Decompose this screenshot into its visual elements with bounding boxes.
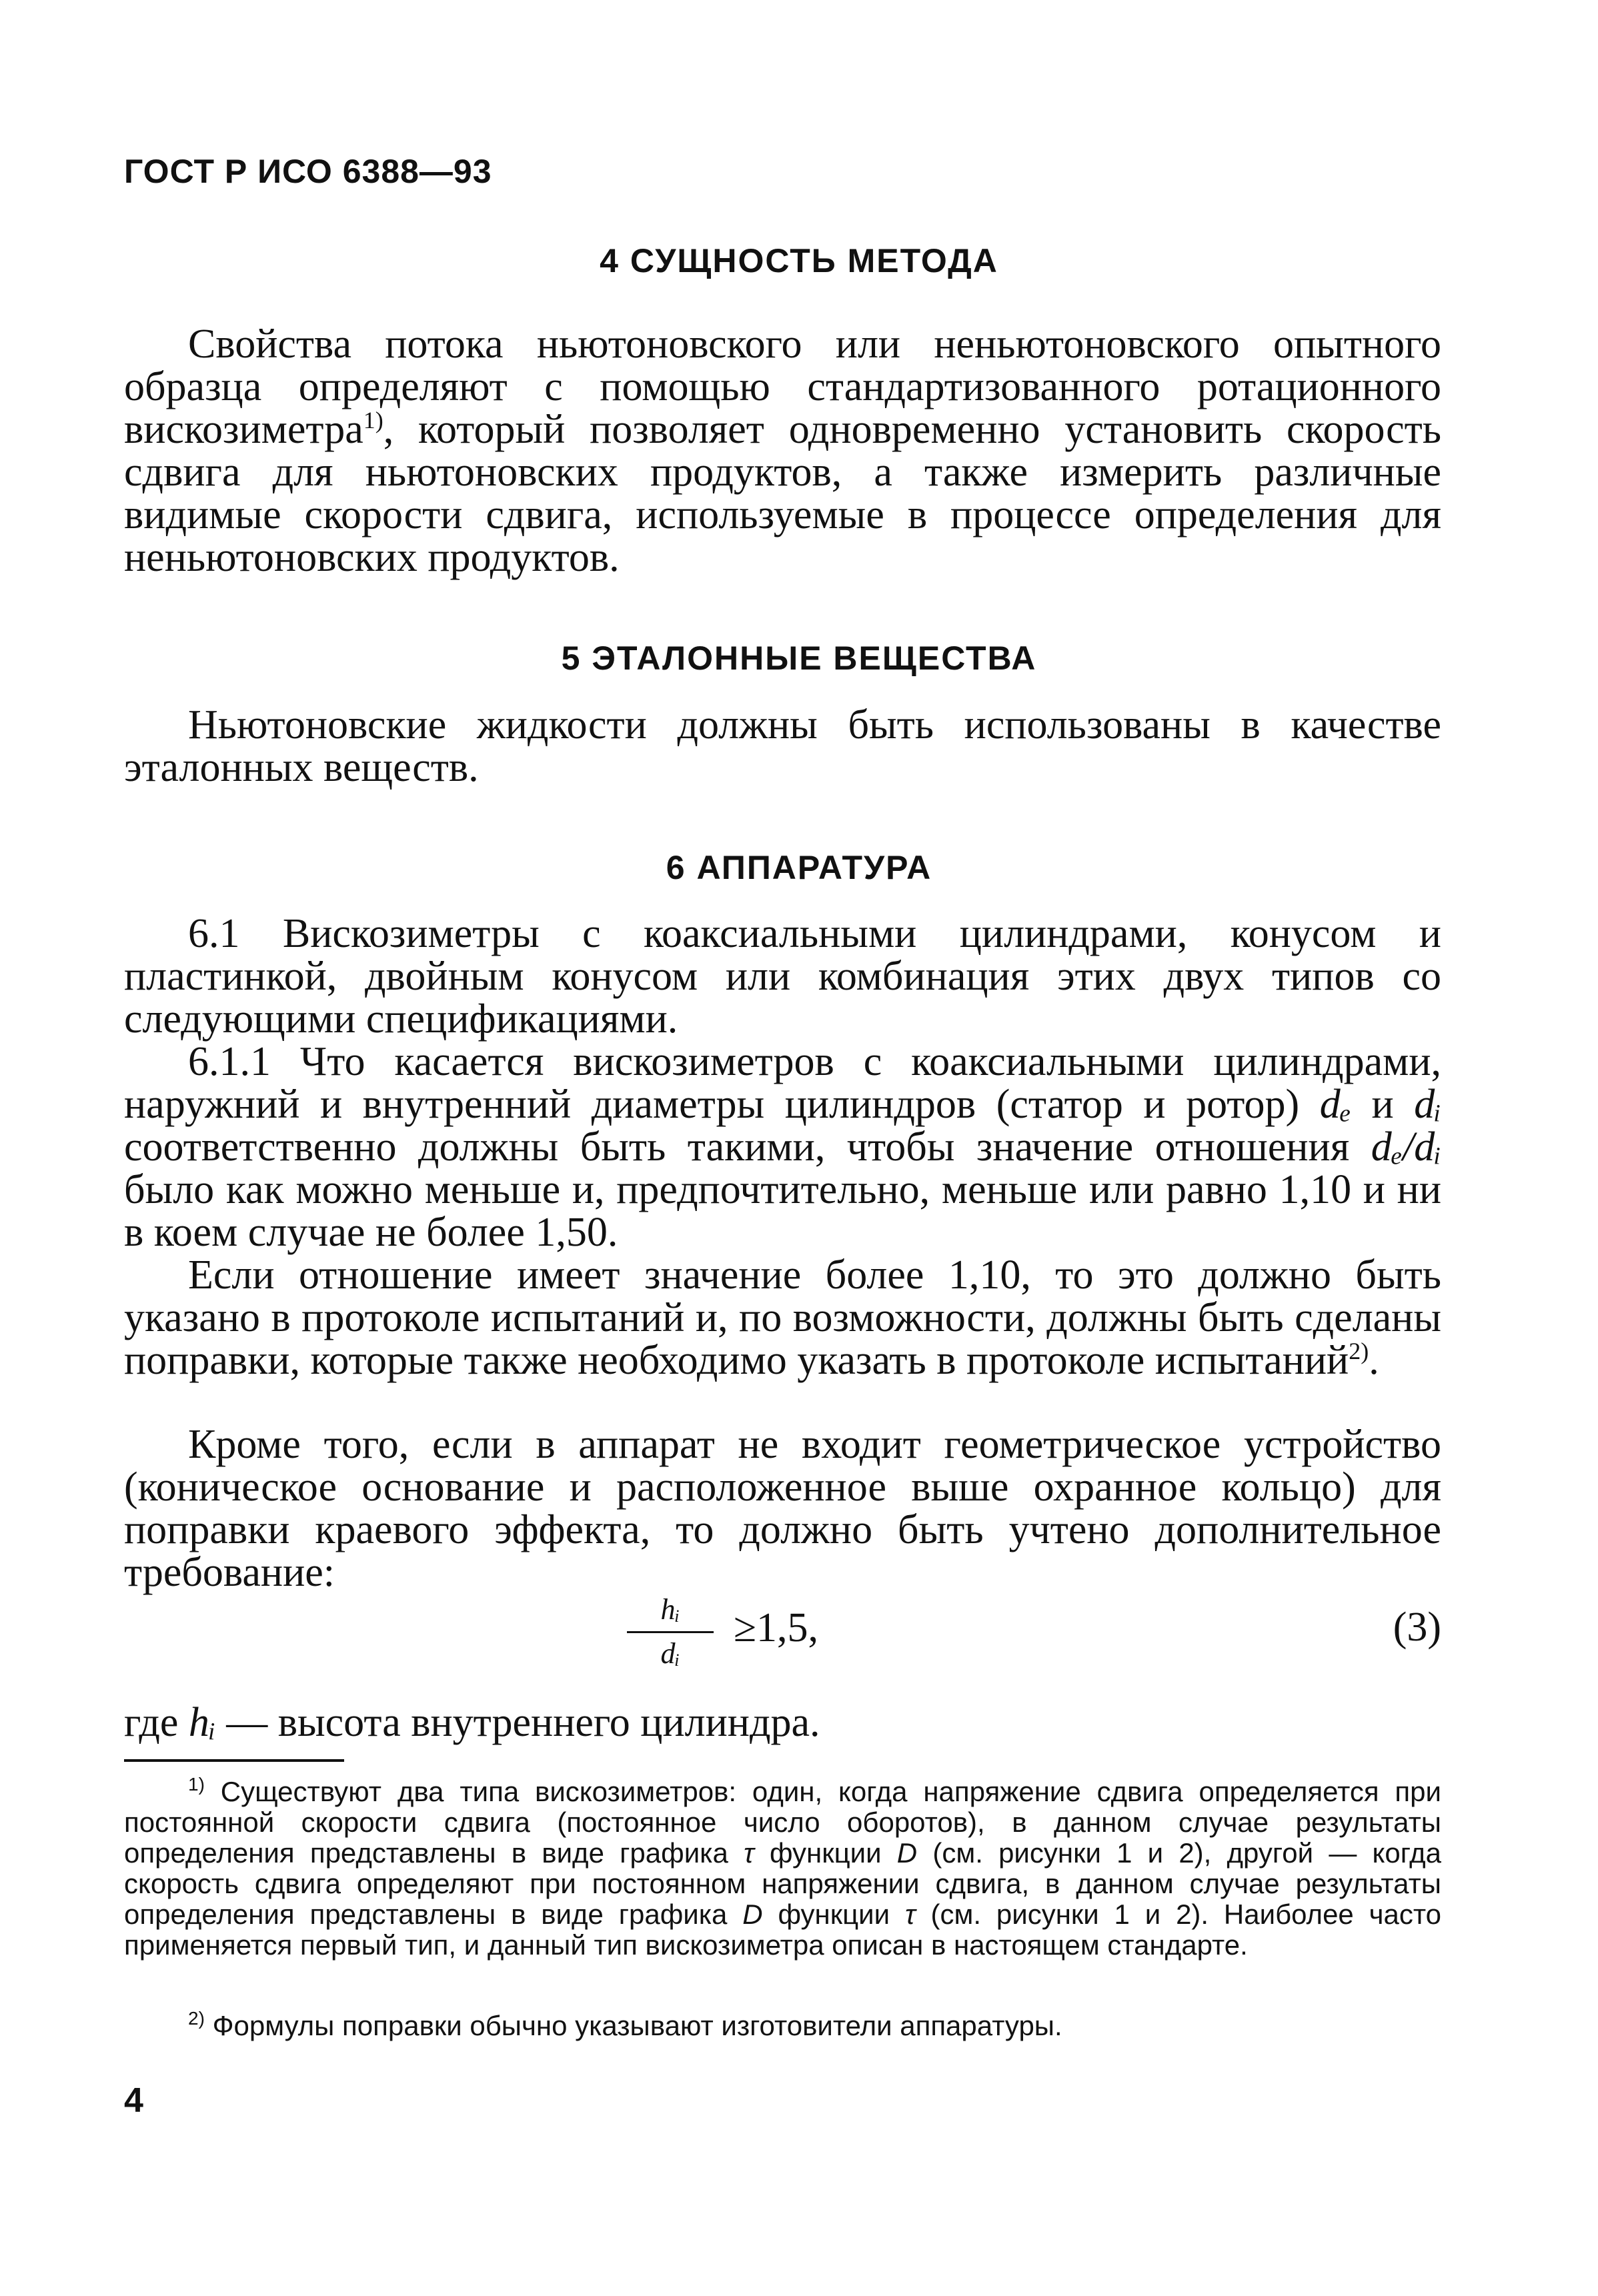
conjunction-text: и [1371,1082,1394,1127]
paragraph-geometry: Кроме того, если в аппарат не входит геометрическое устройство (коническое основание и расположенное выше охранное кольцо) для поправки краевого эффекта, то должно быть учтено дополнительное требование: [124,1422,1441,1595]
section-4-paragraph [124,323,1441,579]
where-clause [124,1699,820,1747]
footnote-1-text-b: функции [769,1837,882,1869]
footnote-ref-1: 1) [363,407,383,433]
where-text: где [124,1700,179,1745]
footnote-2-marker: 2) [188,2008,205,2029]
paragraph-6-1: 6.1 Вискозиметры с коаксиальными цилиндрами, конусом и пластинкой, двойным конусом или комбинация этих двух типов со следующими спецификациями. [124,911,1441,1042]
footnote-1-text-e: (см. рисунки 1 и 2). Наиболее часто применяется первый тип, и данный тип вискозиметра описан в настоящем стандарте. [124,1899,1441,1961]
footnote-1 [124,1774,1442,1961]
ratio-note-text: Если отношение имеет значение более 1,10, то это должно быть указано в протоколе испытаний и, по возможности, должны быть сделаны поправки, которые также необходимо указать в протоколе испытаний [124,1252,1441,1383]
symbol-D-2: D [742,1899,763,1930]
symbol-tau: τ [744,1837,754,1869]
symbol-di: dᵢ [1414,1082,1442,1127]
footnote-2 [124,2008,1441,2041]
symbol-D: D [896,1837,918,1869]
symbol-de: dₑ [1319,1082,1351,1127]
symbol-ratio: dₑ/dᵢ [1371,1124,1442,1170]
page-number: 4 [124,2081,143,2120]
standard-header: ГОСТ Р ИСО 6388—93 [124,153,492,190]
footnote-1-text-a: Существуют два типа вискозиметров: один, когда напряжение сдвига определяется при постоянной скорости сдвига (постоянное число оборотов), в данном случае результаты определения представлены в виде графика [124,1776,1441,1869]
footnote-2-text: Формулы поправки обычно указывают изготовители аппаратуры. [204,2010,1062,2041]
footnote-1-text-d: функции [778,1899,890,1930]
section-4-text-b: , который позволяет одновременно установить скорость сдвига для ньютоновских продуктов, а также измерить различные видимые скорости сдвига, используемые в процессе определения для неньютоновских продуктов. [124,407,1441,580]
formula-numerator: hᵢ [660,1593,680,1626]
section-5-paragraph: Ньютоновские жидкости должны быть использованы в качестве эталонных веществ. [124,702,1441,790]
fraction-bar [627,1631,714,1633]
section-5-heading: 5 ЭТАЛОННЫЕ ВЕЩЕСТВА [561,640,1037,677]
footnote-separator [124,1759,344,1762]
paragraph-6-1-1-text-c: было как можно меньше и, предпочтительно, меньше или равно 1,10 и ни в коем случае не более 1,50. [124,1167,1441,1255]
paragraph-6-1-1 [124,1040,1441,1254]
formula-denominator: dᵢ [660,1637,680,1670]
section-4-heading: 4 СУЩНОСТЬ МЕТОДА [600,242,998,279]
paragraph-ratio-note [124,1254,1441,1382]
footnote-1-marker: 1) [188,1774,205,1795]
paragraph-6-1-1-text-a: 6.1.1 Что касается вискозиметров с коаксиальными цилиндрами, наружний и внутренний диаметры цилиндров (статор и ротор) [124,1039,1441,1127]
formula-rhs: ≥1,5, [734,1605,819,1650]
section-4-text-a: Свойства потока ньютоновского или неньютоновского опытного образца определяют с помощью стандартизованного ротационного вискозиметра [124,321,1441,452]
formula-3 [620,1592,900,1692]
footnote-1-text-c: (см. рисунки 1 и 2), другой — когда скорость сдвига определяют при постоянном напряжении сдвига, в данном случае результаты определения представлены в виде графика [124,1837,1442,1930]
footnote-ref-2: 2) [1349,1338,1369,1364]
equation-number: (3) [1393,1604,1441,1650]
where-definition: — высота внутреннего цилиндра. [226,1700,820,1745]
section-6-heading: 6 АППАРАТУРА [666,849,932,886]
symbol-tau-2: τ [904,1899,916,1930]
paragraph-6-1-1-text-b: соответственно должны быть такими, чтобы значение отношения [124,1124,1350,1170]
ratio-note-end: . [1369,1338,1379,1383]
symbol-hi: hᵢ [188,1700,216,1745]
